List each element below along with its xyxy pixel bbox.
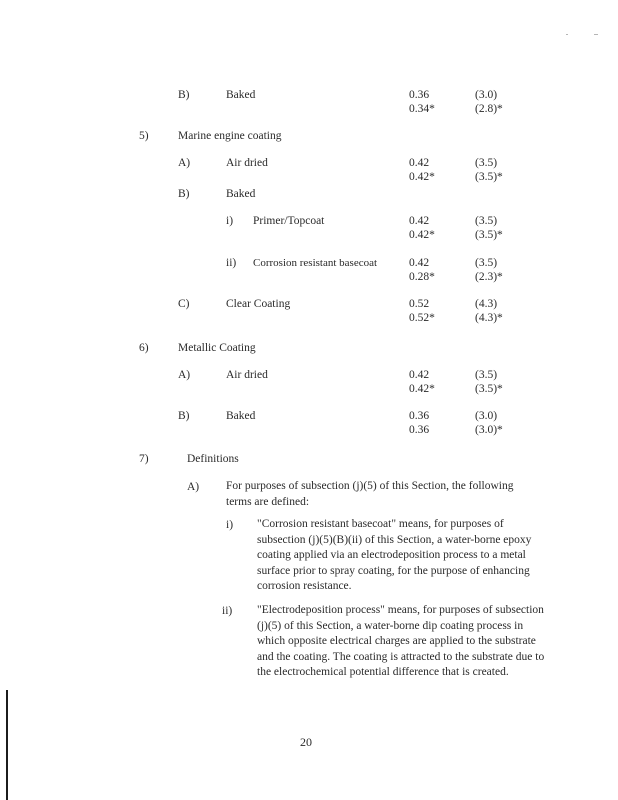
row-value-alt: 0.42* [409, 229, 435, 241]
row-num: i) [226, 215, 234, 227]
row-metric: (3.5) [475, 257, 498, 269]
row-metric: (3.5) [475, 215, 498, 227]
row-metric: (3.5) [475, 369, 498, 381]
row-value: 0.42 [409, 157, 430, 169]
row-value: 0.42 [409, 257, 430, 269]
row-metric: (3.0) [475, 410, 498, 422]
definition-text: "Electrodeposition process" means, for purposes of subsection (j)(5) of this Section, a water-borne dip coating process in which opposite electrical charges are applied to the substrate and the coating. The coating is attracted to the substrate due to the electrochemical potential difference that is created. [257, 604, 545, 678]
row-value: 0.36 [409, 410, 430, 422]
row-value-alt: 0.36 [409, 424, 430, 436]
row-metric-alt: (3.5)* [475, 171, 503, 183]
row-num: A) [178, 369, 191, 381]
row-label: Primer/Topcoat [253, 215, 325, 227]
row-value-alt: 0.42* [409, 383, 435, 395]
row-label: Baked [226, 410, 256, 422]
row-num: ii) [226, 257, 237, 269]
scan-speck [566, 34, 568, 35]
section-num: 7) [139, 453, 149, 465]
row-label: Air dried [226, 157, 268, 169]
row-value-alt: 0.34* [409, 103, 435, 115]
section-heading: Marine engine coating [178, 130, 282, 142]
row-metric: (4.3) [475, 298, 498, 310]
row-value-alt: 0.42* [409, 171, 435, 183]
definition-text: "Corrosion resistant basecoat" means, for purposes of subsection (j)(5)(B)(ii) of this Section, a water-borne epoxy coating applied via an electrodeposition process to a metal surface prior to spray coating, for the purpose of enhancing corrosion resistance. [257, 518, 532, 592]
row-label: Air dried [226, 369, 268, 381]
row-metric-alt: (3.0)* [475, 424, 503, 436]
row-value-alt: 0.52* [409, 312, 435, 324]
row-metric-alt: (2.8)* [475, 103, 503, 115]
row-metric: (3.5) [475, 157, 498, 169]
row-num: B) [178, 89, 190, 101]
row-num: B) [178, 188, 190, 200]
row-metric: (3.0) [475, 89, 498, 101]
definition-intro-num: A) [187, 481, 200, 493]
row-label: Baked [226, 89, 256, 101]
row-value-alt: 0.28* [409, 271, 435, 283]
row-value: 0.36 [409, 89, 430, 101]
section-num: 5) [139, 130, 149, 142]
row-label: Corrosion resistant basecoat [253, 257, 378, 269]
definition-num: i) [226, 519, 234, 531]
row-label: Clear Coating [226, 298, 291, 310]
row-metric-alt: (3.5)* [475, 229, 503, 241]
scan-speck [594, 34, 598, 35]
section-heading: Metallic Coating [178, 342, 256, 354]
row-label: Baked [226, 188, 256, 200]
page-number: 20 [300, 735, 312, 749]
definition-num: ii) [222, 605, 233, 617]
row-value: 0.42 [409, 369, 430, 381]
row-num: B) [178, 410, 190, 422]
left-margin-rule [6, 690, 8, 800]
row-metric-alt: (2.3)* [475, 271, 503, 283]
row-metric-alt: (3.5)* [475, 383, 503, 395]
row-num: C) [178, 298, 190, 310]
row-num: A) [178, 157, 191, 169]
definition-intro-text: For purposes of subsection (j)(5) of this Section, the following terms are defined: [226, 480, 514, 508]
row-value: 0.42 [409, 215, 430, 227]
section-num: 6) [139, 342, 149, 354]
row-value: 0.52 [409, 298, 430, 310]
row-metric-alt: (4.3)* [475, 312, 503, 324]
section-heading: Definitions [187, 453, 239, 465]
